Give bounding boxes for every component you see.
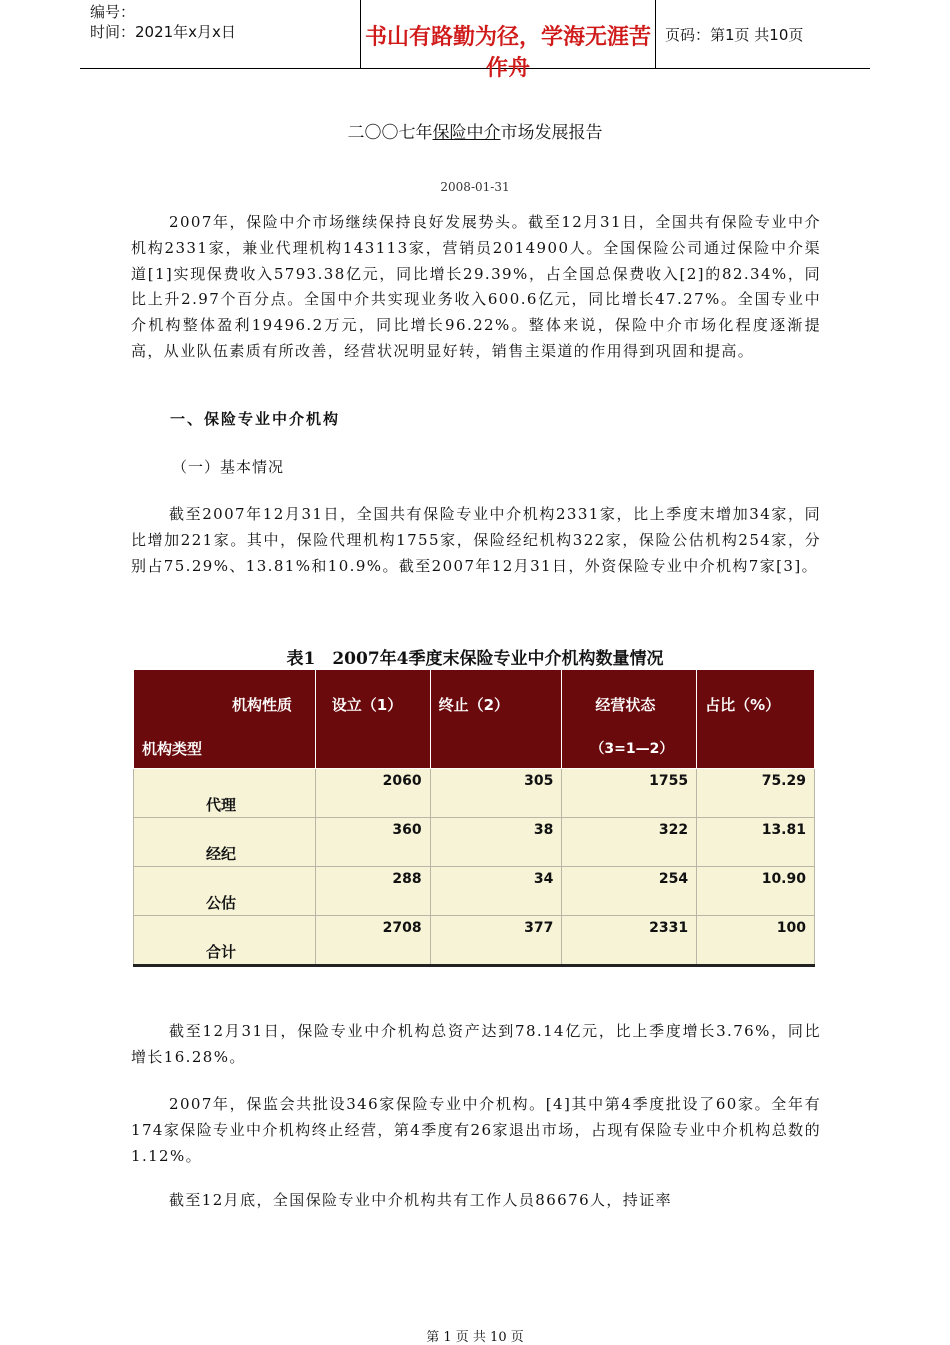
cell-terminated: 38 bbox=[430, 818, 562, 867]
page-header bbox=[80, 0, 870, 81]
col-label: 经营状态 bbox=[595, 696, 656, 714]
paragraph-assets: 截至12月31日，保险专业中介机构总资产达到78.14亿元，比上季度增长3.76%，同比增长16.28%。 bbox=[131, 1022, 821, 1066]
col-label: 终止（2） bbox=[438, 696, 510, 714]
paragraph-staff: 截至12月底，全国保险专业中介机构共有工作人员86676人，持证率 bbox=[169, 1191, 673, 1209]
paragraph-basic-info: 截至2007年12月31日，全国共有保险专业中介机构2331家，比上季度末增加34家，同比增加221家。其中，保险代理机构1755家，保险经纪机构322家，保险公估机构254家，分别占75.29%、13.81%和10.9%。截至2007年12月31日，外资保险专业中介机构7家[3]。 bbox=[131, 505, 821, 575]
table-row-total bbox=[134, 916, 815, 966]
cell-operating: 322 bbox=[562, 818, 697, 867]
header-page-info: 页码：第1页 共10页 bbox=[665, 26, 804, 44]
cell-established: 288 bbox=[315, 867, 430, 916]
cell-share: 100 bbox=[697, 916, 815, 966]
document-date: 2008-01-31 bbox=[440, 180, 510, 194]
row-type: 代理 bbox=[134, 769, 316, 818]
header-motto: 书山有路勤为径，学海无涯苦作舟 bbox=[364, 24, 651, 81]
document-time: 时间：2021年x月x日 bbox=[90, 23, 236, 41]
header-meta bbox=[90, 2, 236, 42]
row-type: 公估 bbox=[134, 867, 316, 916]
header-divider bbox=[655, 0, 656, 68]
title-part: 二〇〇七年 bbox=[347, 123, 433, 143]
table-corner-header bbox=[134, 670, 316, 769]
cell-terminated: 34 bbox=[430, 867, 562, 916]
corner-bottom-label: 机构类型 bbox=[142, 740, 203, 758]
cell-share: 75.29 bbox=[697, 769, 815, 818]
table-row bbox=[134, 818, 815, 867]
col-sublabel: （3=1—2） bbox=[590, 741, 674, 757]
cell-established: 2060 bbox=[315, 769, 430, 818]
cell-established: 360 bbox=[315, 818, 430, 867]
title-underlined-part: 保险中介 bbox=[432, 123, 501, 143]
cell-share: 13.81 bbox=[697, 818, 815, 867]
subsection-heading: （一）基本情况 bbox=[172, 458, 285, 476]
paragraph-approvals: 2007年，保监会共批设346家保险专业中介机构。[4]其中第4季度批设了60家。全年有174家保险专业中介机构终止经营，第4季度有26家退出市场，占现有保险专业中介机构总数的1.12%。 bbox=[131, 1095, 821, 1165]
col-share-header bbox=[697, 670, 815, 769]
document-number-label: 编号： bbox=[90, 3, 136, 21]
row-type: 合计 bbox=[134, 916, 316, 966]
table-row bbox=[134, 867, 815, 916]
cell-terminated: 377 bbox=[430, 916, 562, 966]
col-label: 设立（1） bbox=[331, 696, 403, 714]
corner-top-label: 机构性质 bbox=[232, 696, 293, 714]
cell-established: 2708 bbox=[315, 916, 430, 966]
col-terminated-header bbox=[430, 670, 562, 769]
table-header-row bbox=[134, 670, 815, 769]
cell-operating: 2331 bbox=[562, 916, 697, 966]
title-part: 市场发展报告 bbox=[500, 123, 603, 143]
col-label: 占比（%） bbox=[705, 696, 781, 714]
agency-count-table bbox=[133, 669, 815, 967]
cell-operating: 254 bbox=[562, 867, 697, 916]
col-established-header bbox=[315, 670, 430, 769]
cell-terminated: 305 bbox=[430, 769, 562, 818]
cell-operating: 1755 bbox=[562, 769, 697, 818]
cell-share: 10.90 bbox=[697, 867, 815, 916]
page-number: 第 1 页 共 10 页 bbox=[426, 1330, 524, 1345]
section-heading: 一、保险专业中介机构 bbox=[170, 410, 341, 428]
paragraph-intro: 2007年，保险中介市场继续保持良好发展势头。截至12月31日，全国共有保险专业中介机构2331家，兼业代理机构143113家，营销员2014900人。全国保险公司通过保险中介渠道[1]实现保费收入5793.38亿元，同比增长29.39%，占全国总保费收入[2]的82.34%，同比上升2.97个百分点。全国中介共实现业务收入600.6亿元，同比增长47.27%。全国专业中介机构整体盈利19496.2万元，同比增长96.22%。整体来说，保险中介市场化程度逐渐提高，从业队伍素质有所改善，经营状况明显好转，销售主渠道的作用得到巩固和提高。 bbox=[131, 213, 821, 360]
row-type: 经纪 bbox=[134, 818, 316, 867]
table-caption: 表1 2007年4季度末保险专业中介机构数量情况 bbox=[286, 649, 664, 669]
header-divider bbox=[360, 0, 361, 68]
col-operating-header bbox=[562, 670, 697, 769]
table-row bbox=[134, 769, 815, 818]
document-title bbox=[0, 118, 950, 143]
